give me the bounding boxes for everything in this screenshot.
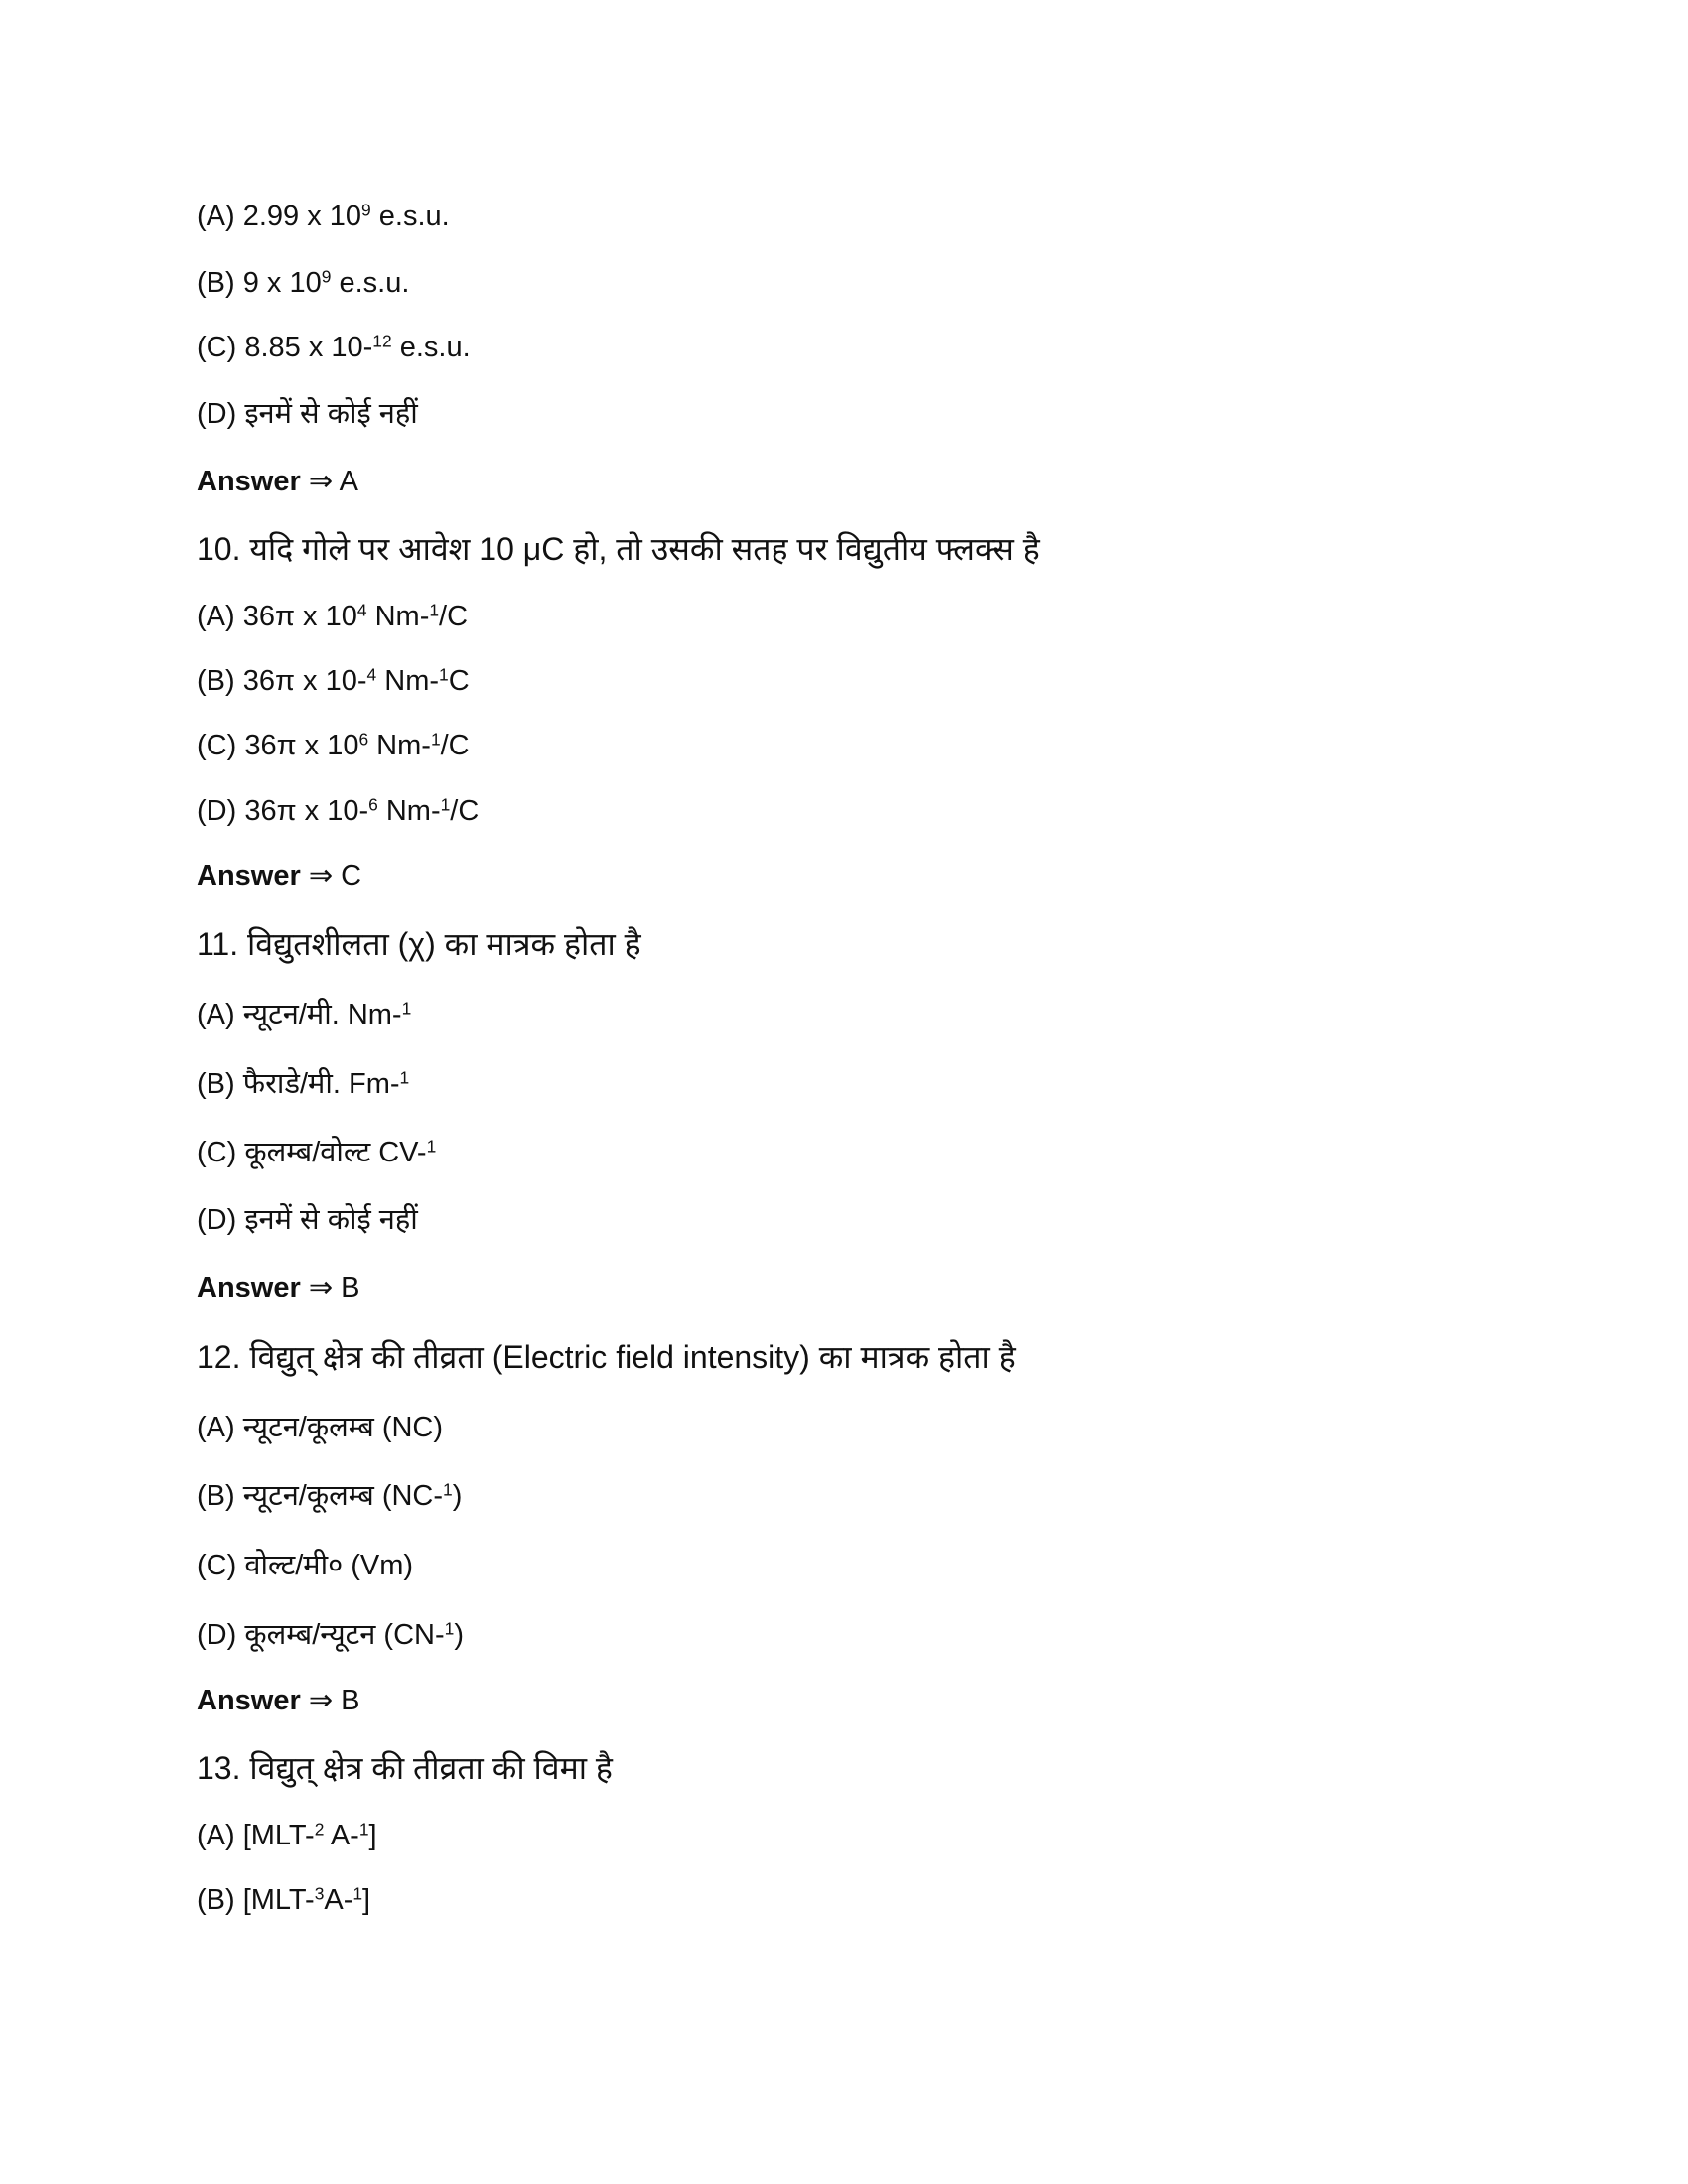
option-line (197, 393, 418, 435)
text-segment: ) (454, 1619, 464, 1651)
text-segment: (B) [MLT- (197, 1884, 315, 1916)
text-segment: Nm- (368, 730, 431, 761)
text-segment: ) (452, 1480, 463, 1512)
text-segment: (D) इनमें से कोई नहीं (197, 1204, 418, 1236)
text-segment: (B) न्यूटन/कूलम्ब (NC- (197, 1480, 444, 1512)
text-segment: (D) इनमें से कोई नहीं (197, 398, 418, 430)
option-line (197, 1475, 462, 1517)
text-segment: (C) 36π x 10 (197, 730, 359, 761)
superscript: 1 (426, 1136, 437, 1157)
question-text (197, 1747, 613, 1789)
text-segment: (B) 36π x 10- (197, 665, 367, 697)
text-segment: (B) फैराडे/मी. Fm- (197, 1068, 400, 1100)
text-segment: (C) 8.85 x 10- (197, 332, 373, 363)
option-line (197, 1545, 413, 1586)
superscript: 1 (358, 1819, 369, 1840)
text-segment: 12. विद्युत् क्षेत्र की तीव्रता (Electric field intensity) का मात्रक होता है (197, 1339, 1016, 1375)
superscript: 6 (368, 794, 378, 815)
text-segment: A- (324, 1884, 353, 1916)
answer-line (197, 1680, 360, 1721)
text-segment: 11. विद्युतशीलता (χ) का मात्रक होता है (197, 926, 641, 962)
answer-label: Answer (197, 1272, 301, 1303)
text-segment: 13. विद्युत् क्षेत्र की तीव्रता की विमा है (197, 1750, 613, 1786)
text-segment: /C (440, 730, 470, 761)
text-segment: Nm- (376, 665, 440, 697)
text-segment: e.s.u. (370, 201, 450, 232)
superscript: 12 (372, 331, 392, 351)
text-segment: (D) कूलम्ब/न्यूटन (CN- (197, 1619, 445, 1651)
option-line (197, 1815, 377, 1856)
superscript: 3 (314, 1883, 325, 1904)
option-line (197, 1063, 409, 1105)
superscript: 1 (401, 998, 412, 1019)
text-segment: ] (368, 1820, 377, 1851)
option-line (197, 660, 470, 702)
question-text (197, 1336, 1016, 1378)
text-segment: e.s.u. (391, 332, 471, 363)
answer-line (197, 461, 358, 502)
answer-value: ⇒ B (300, 1685, 360, 1716)
text-segment: (D) 36π x 10- (197, 795, 369, 827)
superscript: 1 (429, 600, 440, 620)
text-segment: Nm- (366, 601, 430, 632)
text-segment: (A) [MLT- (197, 1820, 315, 1851)
superscript: 1 (439, 664, 449, 685)
superscript: 4 (366, 664, 377, 685)
option-line (197, 1879, 370, 1921)
option-line (197, 196, 450, 237)
answer-line (197, 1267, 360, 1308)
answer-label: Answer (197, 1685, 301, 1716)
answer-label: Answer (197, 860, 301, 891)
superscript: 1 (430, 729, 441, 750)
option-line (197, 725, 470, 766)
text-segment: Nm- (377, 795, 441, 827)
superscript: 1 (440, 794, 451, 815)
text-segment: (B) 9 x 10 (197, 267, 322, 299)
question-text (197, 923, 641, 965)
option-line (197, 327, 471, 368)
text-segment: /C (439, 601, 469, 632)
text-segment: e.s.u. (331, 267, 410, 299)
answer-value: ⇒ B (300, 1272, 360, 1303)
text-segment: (A) न्यूटन/कूलम्ब (NC) (197, 1412, 444, 1443)
option-line (197, 262, 409, 304)
text-segment: C (448, 665, 470, 697)
option-line (197, 1407, 443, 1448)
superscript: 6 (358, 729, 369, 750)
question-text (197, 528, 1040, 570)
superscript: 1 (443, 1479, 453, 1500)
answer-label: Answer (197, 466, 301, 497)
option-line (197, 1132, 436, 1173)
option-line (197, 994, 411, 1035)
text-segment: (A) 36π x 10 (197, 601, 357, 632)
option-line (197, 1614, 464, 1656)
superscript: 4 (356, 600, 367, 620)
text-segment: (A) न्यूटन/मी. Nm- (197, 999, 402, 1030)
superscript: 9 (321, 266, 332, 287)
text-segment: ] (362, 1884, 371, 1916)
text-segment: /C (450, 795, 480, 827)
text-segment: A- (324, 1820, 359, 1851)
text-segment: (A) 2.99 x 10 (197, 201, 362, 232)
superscript: 9 (361, 200, 371, 220)
superscript: 1 (352, 1883, 363, 1904)
answer-value: ⇒ A (300, 466, 358, 497)
option-line (197, 1199, 418, 1241)
text-segment: (C) कूलम्ब/वोल्ट CV- (197, 1137, 427, 1168)
superscript: 1 (444, 1618, 455, 1639)
text-segment: 10. यदि गोले पर आवेश 10 μC हो, तो उसकी सतह पर विद्युतीय फ्लक्स है (197, 531, 1040, 567)
superscript: 2 (314, 1819, 325, 1840)
superscript: 1 (399, 1067, 410, 1088)
text-segment: (C) वोल्ट/मी० (Vm) (197, 1550, 414, 1581)
option-line (197, 790, 479, 832)
answer-line (197, 855, 361, 896)
option-line (197, 596, 468, 637)
answer-value: ⇒ C (300, 860, 362, 891)
